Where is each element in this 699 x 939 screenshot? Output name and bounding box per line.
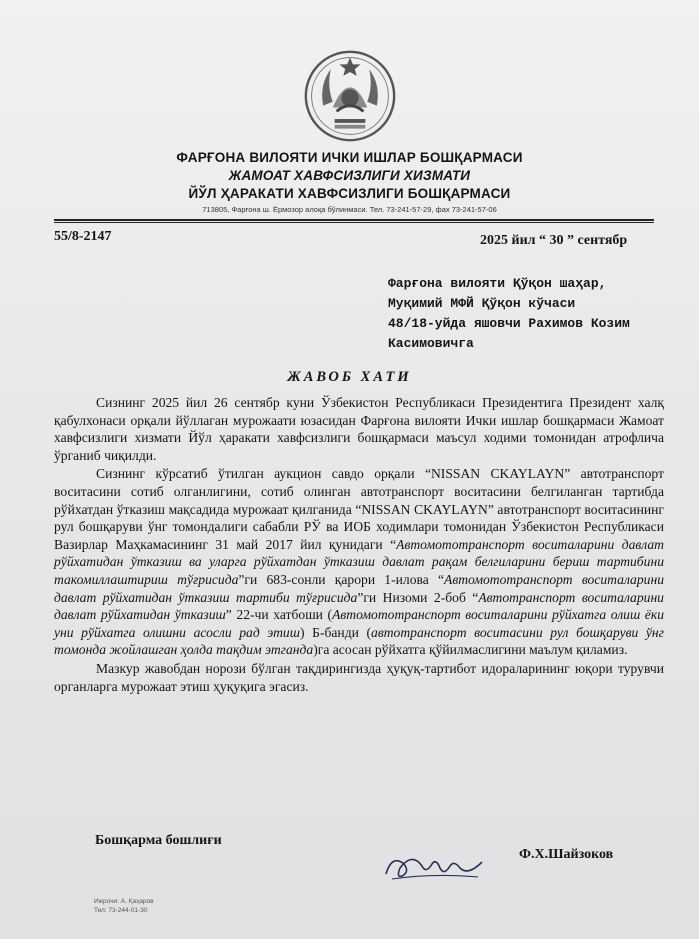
paragraph-2: Сизнинг кўрсатиб ўтилган аукцион савдо орқали “NISSAN CKAYLAYN” автотранспорт воситасини сотиб олганлигини, сотиб олинган автотранспорт воситасини белгиланган тартибда рўйхатдан ўтказиш мақсадида мурожаат қилганида “NISSAN CKAYLAYN” автотранспорт воситасининг рул бошқаруви ўнг томондалиги сабабли РЎ ва ИОБ ходимлари томонидан Ўзбекистон Республикаси Вазирлар Маҳкамасининг 31 май 2017 йил қунидаги “Автомототранспорт воситаларини давлат рўйхатидан ўтказиш ва уларга рўйхатдан ўтказиш давлат рақам белгиларини бериш тартибини такомиллаштириш тўғрисида”ги 683-сонли қарори 1-илова “Автомототранспорт воситаларини давлат рўйхатидан ўтказиш тартиби тўғрисида”ги Низоми 2-боб “Автотранспорт воситаларини давлат рўйхатидан ўтказиш” 22-чи хатбоши (Автомототранспорт воситаларини рўйхатга олиш ёки уни рўйхатга олишни асосли рад этиш) Б-банди (автотранспорт воситасини рул бошқаруви ўнг томонда жойлашган ҳолда тақдим этганда)га асосан рўйхатга қўйилмаслигини маълум қиламиз. bbox=[54, 466, 664, 658]
signatory-position: Бошқарма бошлиғи bbox=[95, 833, 222, 848]
header-divider-top bbox=[54, 219, 654, 221]
handwritten-signature bbox=[382, 846, 487, 886]
signatory-name: Ф.Х.Шайзоков bbox=[519, 847, 614, 862]
document-number: 55/8-2147 bbox=[54, 229, 112, 244]
recipient-line: Муқимий МФЙ Қўқон кўчаси bbox=[388, 296, 576, 311]
org-name-line2: ЖАМОАТ ХАВФСИЗЛИГИ ХИЗМАТИ bbox=[228, 168, 471, 183]
executor-info bbox=[94, 897, 154, 915]
recipient-line: Касимовичга bbox=[388, 336, 474, 351]
state-emblem-icon bbox=[302, 48, 398, 144]
letter-title: ЖАВОБ ХАТИ bbox=[287, 369, 412, 385]
recipient-block bbox=[388, 274, 678, 354]
paragraph-1: Сизнинг 2025 йил 26 сентябр куни Ўзбекистон Республикаси Президентига Президент халқ қабулхонаси орқали йўллаган мурожаати юзасидан Фарғона вилояти Ички ишлар бошқармаси Жамоат хавфсизлиги хизмати Йўл ҳаракати хавфсизлиги бошқармаси маъсул ходими томонидан атрофлича ўрганиб чиқилди. bbox=[54, 395, 664, 463]
executor-name: Ижрочи: А. Қаҳаров bbox=[94, 898, 154, 905]
org-name-line1: ФАРҒОНА ВИЛОЯТИ ИЧКИ ИШЛАР БОШҚАРМАСИ bbox=[176, 150, 523, 165]
executor-phone: Тел: 73-244-01-30 bbox=[94, 907, 148, 914]
document-date: 2025 йил “ 30 ” сентябр bbox=[480, 233, 628, 248]
recipient-line: Фарғона вилояти Қўқон шаҳар, bbox=[388, 276, 607, 291]
letter-body bbox=[54, 394, 664, 695]
org-address: 713805, Фарғона ш. Ёрмозор алоқа бўлинмаси. Тел. 73-241-57-29, фах 73-241-57-06 bbox=[202, 205, 497, 214]
org-name-line3: ЙЎЛ ҲАРАКАТИ ХАВФСИЗЛИГИ БОШҚАРМАСИ bbox=[188, 186, 511, 201]
header-divider-bottom bbox=[54, 222, 654, 223]
paragraph-3: Мазкур жавобдан норози бўлган тақдирингизда ҳуқуқ-тартибот идораларининг юқори турувчи органларга мурожаат этиш ҳуқуқига эгасиз. bbox=[54, 660, 664, 694]
recipient-line: 48/18-уйда яшовчи Рахимов Козим bbox=[388, 316, 630, 331]
